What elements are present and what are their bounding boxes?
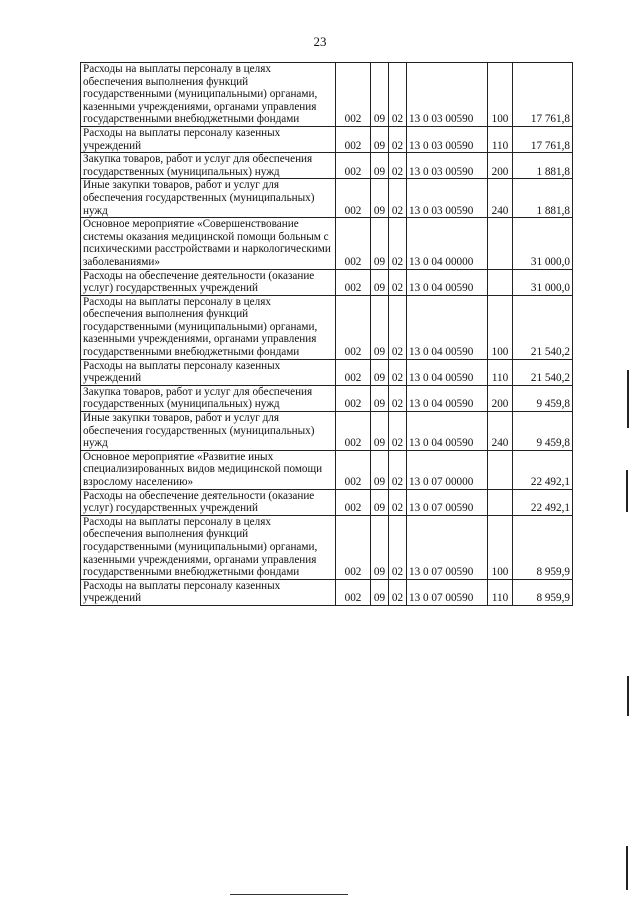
row-amount-cell: 8 959,9 [513, 579, 573, 605]
row-expense-type-cell: 200 [488, 153, 513, 179]
page-number: 23 [313, 34, 327, 49]
row-expense-type-cell [488, 218, 513, 269]
row-section-cell: 09 [371, 179, 389, 218]
row-target-article-cell: 13 0 03 00590 [407, 153, 488, 179]
scan-mark [626, 846, 628, 890]
row-section-cell: 09 [371, 489, 389, 515]
row-subsection-cell: 02 [389, 63, 407, 127]
row-expense-type-cell [488, 269, 513, 295]
row-target-article-cell: 13 0 04 00590 [407, 385, 488, 411]
table-row [81, 359, 573, 385]
row-expense-type-cell: 110 [488, 579, 513, 605]
row-amount-cell: 1 881,8 [513, 153, 573, 179]
row-subsection-cell: 02 [389, 126, 407, 152]
row-amount-cell: 31 000,0 [513, 269, 573, 295]
row-subsection-cell: 02 [389, 269, 407, 295]
table-row [81, 269, 573, 295]
row-section-cell: 09 [371, 450, 389, 489]
row-name-cell: Расходы на выплаты персоналу казенных учреждений [81, 359, 336, 385]
row-target-article-cell: 13 0 04 00590 [407, 295, 488, 359]
row-expense-type-cell: 100 [488, 515, 513, 579]
scan-mark [626, 470, 628, 512]
row-target-article-cell: 13 0 07 00000 [407, 450, 488, 489]
row-code-cell: 002 [336, 450, 371, 489]
row-section-cell: 09 [371, 153, 389, 179]
budget-table [80, 62, 573, 606]
row-target-article-cell: 13 0 04 00590 [407, 412, 488, 451]
row-section-cell: 09 [371, 126, 389, 152]
table-row [81, 63, 573, 127]
row-amount-cell: 9 459,8 [513, 385, 573, 411]
row-name-cell: Расходы на обеспечение деятельности (оказание услуг) государственных учреждений [81, 489, 336, 515]
row-name-cell: Закупка товаров, работ и услуг для обеспечения государственных (муниципальных) нужд [81, 385, 336, 411]
row-code-cell: 002 [336, 385, 371, 411]
row-code-cell: 002 [336, 579, 371, 605]
row-code-cell: 002 [336, 153, 371, 179]
row-expense-type-cell [488, 489, 513, 515]
row-subsection-cell: 02 [389, 515, 407, 579]
row-amount-cell: 8 959,9 [513, 515, 573, 579]
table-row [81, 126, 573, 152]
row-section-cell: 09 [371, 218, 389, 269]
scan-mark [627, 370, 629, 428]
table-row [81, 579, 573, 605]
row-target-article-cell: 13 0 03 00590 [407, 63, 488, 127]
row-amount-cell: 17 761,8 [513, 126, 573, 152]
row-amount-cell: 21 540,2 [513, 359, 573, 385]
row-code-cell: 002 [336, 218, 371, 269]
table-row [81, 515, 573, 579]
row-subsection-cell: 02 [389, 153, 407, 179]
row-section-cell: 09 [371, 579, 389, 605]
row-subsection-cell: 02 [389, 450, 407, 489]
row-code-cell: 002 [336, 295, 371, 359]
row-name-cell: Иные закупки товаров, работ и услуг для обеспечения государственных (муниципальных) нужд [81, 412, 336, 451]
row-target-article-cell: 13 0 03 00590 [407, 126, 488, 152]
row-section-cell: 09 [371, 515, 389, 579]
row-section-cell: 09 [371, 385, 389, 411]
row-subsection-cell: 02 [389, 359, 407, 385]
row-name-cell: Основное мероприятие «Совершенствование системы оказания медицинской помощи больным с психическими расстройствами и наркологическими заболеваниями» [81, 218, 336, 269]
row-expense-type-cell: 110 [488, 126, 513, 152]
row-expense-type-cell: 100 [488, 63, 513, 127]
row-code-cell: 002 [336, 359, 371, 385]
table-row [81, 489, 573, 515]
row-amount-cell: 1 881,8 [513, 179, 573, 218]
row-target-article-cell: 13 0 04 00590 [407, 269, 488, 295]
row-code-cell: 002 [336, 412, 371, 451]
row-target-article-cell: 13 0 07 00590 [407, 579, 488, 605]
row-subsection-cell: 02 [389, 179, 407, 218]
row-section-cell: 09 [371, 295, 389, 359]
row-expense-type-cell: 110 [488, 359, 513, 385]
row-section-cell: 09 [371, 412, 389, 451]
row-subsection-cell: 02 [389, 218, 407, 269]
footer-separator-line [230, 894, 348, 895]
row-target-article-cell: 13 0 04 00590 [407, 359, 488, 385]
budget-table-body [81, 63, 573, 606]
row-amount-cell: 22 492,1 [513, 489, 573, 515]
row-name-cell: Расходы на выплаты персоналу в целях обеспечения выполнения функций государственными (муниципальными) органами, казенными учреждениями, органами управления государственными внебюджетными фондами [81, 515, 336, 579]
row-target-article-cell: 13 0 04 00000 [407, 218, 488, 269]
row-name-cell: Иные закупки товаров, работ и услуг для обеспечения государственных (муниципальных) нужд [81, 179, 336, 218]
row-amount-cell: 21 540,2 [513, 295, 573, 359]
row-name-cell: Расходы на выплаты персоналу в целях обеспечения выполнения функций государственными (муниципальными) органами, казенными учреждениями, органами управления государственными внебюджетными фондами [81, 63, 336, 127]
row-amount-cell: 22 492,1 [513, 450, 573, 489]
row-code-cell: 002 [336, 489, 371, 515]
row-expense-type-cell: 100 [488, 295, 513, 359]
row-target-article-cell: 13 0 03 00590 [407, 179, 488, 218]
row-code-cell: 002 [336, 515, 371, 579]
row-section-cell: 09 [371, 63, 389, 127]
table-row [81, 450, 573, 489]
row-section-cell: 09 [371, 359, 389, 385]
row-name-cell: Расходы на выплаты персоналу казенных учреждений [81, 126, 336, 152]
row-section-cell: 09 [371, 269, 389, 295]
row-code-cell: 002 [336, 126, 371, 152]
row-code-cell: 002 [336, 63, 371, 127]
row-expense-type-cell: 200 [488, 385, 513, 411]
row-expense-type-cell [488, 450, 513, 489]
row-subsection-cell: 02 [389, 295, 407, 359]
row-amount-cell: 17 761,8 [513, 63, 573, 127]
table-row [81, 153, 573, 179]
row-amount-cell: 9 459,8 [513, 412, 573, 451]
table-row [81, 295, 573, 359]
row-code-cell: 002 [336, 269, 371, 295]
row-name-cell: Основное мероприятие «Развитие иных специализированных видов медицинской помощи взрослому населению» [81, 450, 336, 489]
row-subsection-cell: 02 [389, 579, 407, 605]
table-row [81, 412, 573, 451]
table-row [81, 385, 573, 411]
scan-mark [627, 676, 629, 716]
row-target-article-cell: 13 0 07 00590 [407, 515, 488, 579]
row-target-article-cell: 13 0 07 00590 [407, 489, 488, 515]
row-subsection-cell: 02 [389, 489, 407, 515]
row-expense-type-cell: 240 [488, 412, 513, 451]
table-row [81, 179, 573, 218]
row-name-cell: Расходы на обеспечение деятельности (оказание услуг) государственных учреждений [81, 269, 336, 295]
row-name-cell: Расходы на выплаты персоналу казенных учреждений [81, 579, 336, 605]
row-subsection-cell: 02 [389, 412, 407, 451]
row-expense-type-cell: 240 [488, 179, 513, 218]
table-row [81, 218, 573, 269]
row-amount-cell: 31 000,0 [513, 218, 573, 269]
row-subsection-cell: 02 [389, 385, 407, 411]
row-code-cell: 002 [336, 179, 371, 218]
row-name-cell: Расходы на выплаты персоналу в целях обеспечения выполнения функций государственными (муниципальными) органами, казенными учреждениями, органами управления государственными внебюджетными фондами [81, 295, 336, 359]
row-name-cell: Закупка товаров, работ и услуг для обеспечения государственных (муниципальных) нужд [81, 153, 336, 179]
